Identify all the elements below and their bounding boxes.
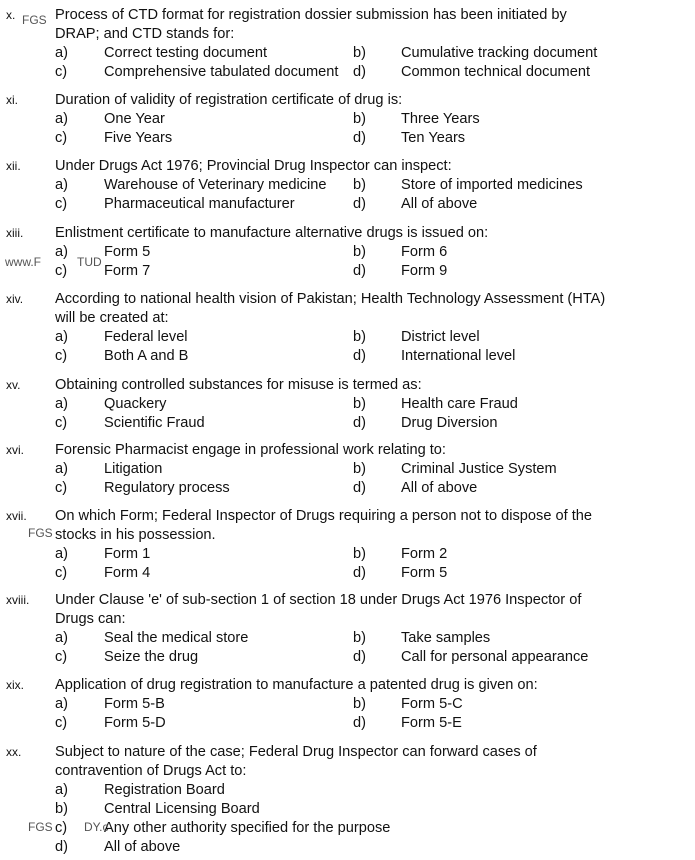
question-text: stocks in his possession.	[55, 527, 216, 543]
option-letter: d)	[55, 839, 68, 855]
option-text: District level	[401, 329, 480, 345]
question-line	[0, 507, 695, 526]
question-block	[0, 441, 695, 498]
watermark: DY.c	[84, 820, 109, 834]
option-text: Form 9	[401, 263, 448, 279]
question-block	[0, 6, 695, 82]
option-letter: c)	[55, 415, 68, 431]
option-letter: c)	[55, 196, 68, 212]
question-text: Obtaining controlled substances for misuse is termed as:	[55, 377, 422, 393]
question-line	[0, 610, 695, 629]
option-text: Form 5-D	[104, 715, 166, 731]
question-text: will be created at:	[55, 310, 169, 326]
option-row	[0, 63, 695, 82]
option-letter: a)	[55, 630, 68, 646]
option-text: Any other authority specified for the purpose	[104, 820, 391, 836]
option-text: Quackery	[104, 396, 167, 412]
option-row	[0, 564, 695, 583]
question-number: xvi.	[6, 443, 24, 457]
watermark: FGS	[22, 13, 47, 27]
option-row	[0, 545, 695, 564]
option-letter: a)	[55, 396, 68, 412]
option-letter: b)	[353, 111, 366, 127]
option-text: Registration Board	[104, 782, 225, 798]
option-text: Form 5	[401, 565, 448, 581]
option-letter: d)	[353, 130, 366, 146]
question-line	[0, 290, 695, 309]
option-letter: b)	[353, 329, 366, 345]
question-block	[0, 591, 695, 667]
option-row	[0, 781, 695, 800]
option-row	[0, 195, 695, 214]
option-text: Both A and B	[104, 348, 189, 364]
option-text: Form 4	[104, 565, 151, 581]
question-line	[0, 224, 695, 243]
question-block	[0, 743, 695, 857]
option-text: Central Licensing Board	[104, 801, 260, 817]
option-text: Form 5-B	[104, 696, 165, 712]
option-text: International level	[401, 348, 516, 364]
option-text: Pharmaceutical manufacturer	[104, 196, 295, 212]
option-letter: b)	[353, 396, 366, 412]
option-text: All of above	[104, 839, 181, 855]
option-letter: a)	[55, 244, 68, 260]
option-row	[0, 44, 695, 63]
option-text: Federal level	[104, 329, 188, 345]
question-line	[0, 91, 695, 110]
option-row	[0, 395, 695, 414]
option-text: Call for personal appearance	[401, 649, 589, 665]
option-text: Criminal Justice System	[401, 461, 557, 477]
option-letter: b)	[353, 244, 366, 260]
option-letter: d)	[353, 565, 366, 581]
option-letter: b)	[353, 461, 366, 477]
option-row	[0, 695, 695, 714]
question-block	[0, 290, 695, 366]
option-text: Correct testing document	[104, 45, 268, 61]
option-row	[0, 479, 695, 498]
option-text: Ten Years	[401, 130, 466, 146]
option-text: Form 5-C	[401, 696, 463, 712]
option-letter: d)	[353, 64, 366, 80]
question-number: x.	[6, 8, 16, 22]
question-number: xv.	[6, 378, 21, 392]
question-number: xiv.	[6, 292, 24, 306]
option-letter: b)	[353, 630, 366, 646]
option-letter: b)	[353, 546, 366, 562]
question-text: Drugs can:	[55, 611, 126, 627]
option-row	[0, 262, 695, 281]
option-row	[0, 800, 695, 819]
question-block	[0, 507, 695, 583]
option-text: Three Years	[401, 111, 480, 127]
option-letter: a)	[55, 696, 68, 712]
question-text: On which Form; Federal Inspector of Drugs requiring a person not to dispose of the	[55, 508, 592, 524]
question-block	[0, 376, 695, 433]
option-letter: b)	[353, 45, 366, 61]
option-text: Form 5-E	[401, 715, 462, 731]
question-line	[0, 157, 695, 176]
option-text: Regulatory process	[104, 480, 230, 496]
question-text: Duration of validity of registration certificate of drug is:	[55, 92, 403, 108]
question-line	[0, 591, 695, 610]
option-text: Five Years	[104, 130, 173, 146]
question-line	[0, 762, 695, 781]
question-line	[0, 526, 695, 545]
option-letter: d)	[353, 196, 366, 212]
option-row	[0, 129, 695, 148]
option-text: Cumulative tracking document	[401, 45, 598, 61]
option-letter: b)	[55, 801, 68, 817]
question-number: xii.	[6, 159, 21, 173]
option-row	[0, 328, 695, 347]
question-block	[0, 224, 695, 281]
option-letter: d)	[353, 649, 366, 665]
question-text: contravention of Drugs Act to:	[55, 763, 247, 779]
option-text: Common technical document	[401, 64, 590, 80]
question-block	[0, 91, 695, 148]
option-letter: a)	[55, 782, 68, 798]
question-number: xviii.	[6, 593, 30, 607]
question-number: xix.	[6, 678, 24, 692]
option-text: Form 2	[401, 546, 448, 562]
option-row	[0, 714, 695, 733]
option-text: Comprehensive tabulated document	[104, 64, 339, 80]
option-row	[0, 176, 695, 195]
option-row	[0, 460, 695, 479]
option-letter: a)	[55, 546, 68, 562]
option-letter: c)	[55, 64, 68, 80]
question-text: According to national health vision of Pakistan; Health Technology Assessment (HTA)	[55, 291, 606, 307]
watermark: TUD	[77, 255, 102, 269]
option-letter: a)	[55, 45, 68, 61]
option-letter: d)	[353, 348, 366, 364]
watermark: FGS	[28, 820, 53, 834]
question-text: Forensic Pharmacist engage in professional work relating to:	[55, 442, 446, 458]
option-letter: b)	[353, 177, 366, 193]
option-text: Warehouse of Veterinary medicine	[104, 177, 327, 193]
option-text: Scientific Fraud	[104, 415, 205, 431]
option-letter: a)	[55, 177, 68, 193]
option-letter: a)	[55, 329, 68, 345]
option-text: Take samples	[401, 630, 491, 646]
option-letter: a)	[55, 111, 68, 127]
option-letter: c)	[55, 649, 68, 665]
question-number: xi.	[6, 93, 18, 107]
question-text: Subject to nature of the case; Federal Drug Inspector can forward cases of	[55, 744, 537, 760]
option-letter: c)	[55, 565, 68, 581]
question-text: Process of CTD format for registration dossier submission has been initiated by	[55, 7, 567, 23]
option-letter: d)	[353, 263, 366, 279]
option-text: Seize the drug	[104, 649, 199, 665]
option-text: Seal the medical store	[104, 630, 249, 646]
question-block	[0, 157, 695, 214]
watermark: www.F	[5, 255, 41, 269]
option-text: Form 1	[104, 546, 151, 562]
question-text: Application of drug registration to manufacture a patented drug is given on:	[55, 677, 538, 693]
question-line	[0, 25, 695, 44]
option-letter: c)	[55, 348, 68, 364]
question-line	[0, 309, 695, 328]
question-text: Enlistment certificate to manufacture alternative drugs is issued on:	[55, 225, 489, 241]
option-text: All of above	[401, 480, 478, 496]
option-row	[0, 243, 695, 262]
question-text: Under Clause 'e' of sub-section 1 of section 18 under Drugs Act 1976 Inspector of	[55, 592, 582, 608]
option-letter: c)	[55, 820, 68, 836]
option-letter: c)	[55, 715, 68, 731]
option-text: Litigation	[104, 461, 163, 477]
option-row	[0, 648, 695, 667]
option-text: Drug Diversion	[401, 415, 498, 431]
option-text: Form 6	[401, 244, 448, 260]
question-number: xiii.	[6, 226, 24, 240]
option-letter: c)	[55, 130, 68, 146]
question-line	[0, 6, 695, 25]
option-text: Form 5	[104, 244, 151, 260]
question-line	[0, 376, 695, 395]
option-letter: d)	[353, 415, 366, 431]
option-text: All of above	[401, 196, 478, 212]
option-text: One Year	[104, 111, 165, 127]
option-row	[0, 347, 695, 366]
option-letter: d)	[353, 715, 366, 731]
question-number: xx.	[6, 745, 22, 759]
option-letter: a)	[55, 461, 68, 477]
option-letter: d)	[353, 480, 366, 496]
question-line	[0, 676, 695, 695]
option-text: Form 7	[104, 263, 151, 279]
question-text: Under Drugs Act 1976; Provincial Drug Inspector can inspect:	[55, 158, 452, 174]
option-row	[0, 414, 695, 433]
question-number: xvii.	[6, 509, 27, 523]
option-letter: b)	[353, 696, 366, 712]
option-row	[0, 110, 695, 129]
question-line	[0, 441, 695, 460]
watermark: FGS	[28, 526, 53, 540]
question-text: DRAP; and CTD stands for:	[55, 26, 235, 42]
option-text: Health care Fraud	[401, 396, 518, 412]
option-letter: c)	[55, 480, 68, 496]
option-row	[0, 629, 695, 648]
option-text: Store of imported medicines	[401, 177, 583, 193]
question-block	[0, 676, 695, 733]
question-line	[0, 743, 695, 762]
option-row	[0, 838, 695, 857]
option-letter: c)	[55, 263, 68, 279]
